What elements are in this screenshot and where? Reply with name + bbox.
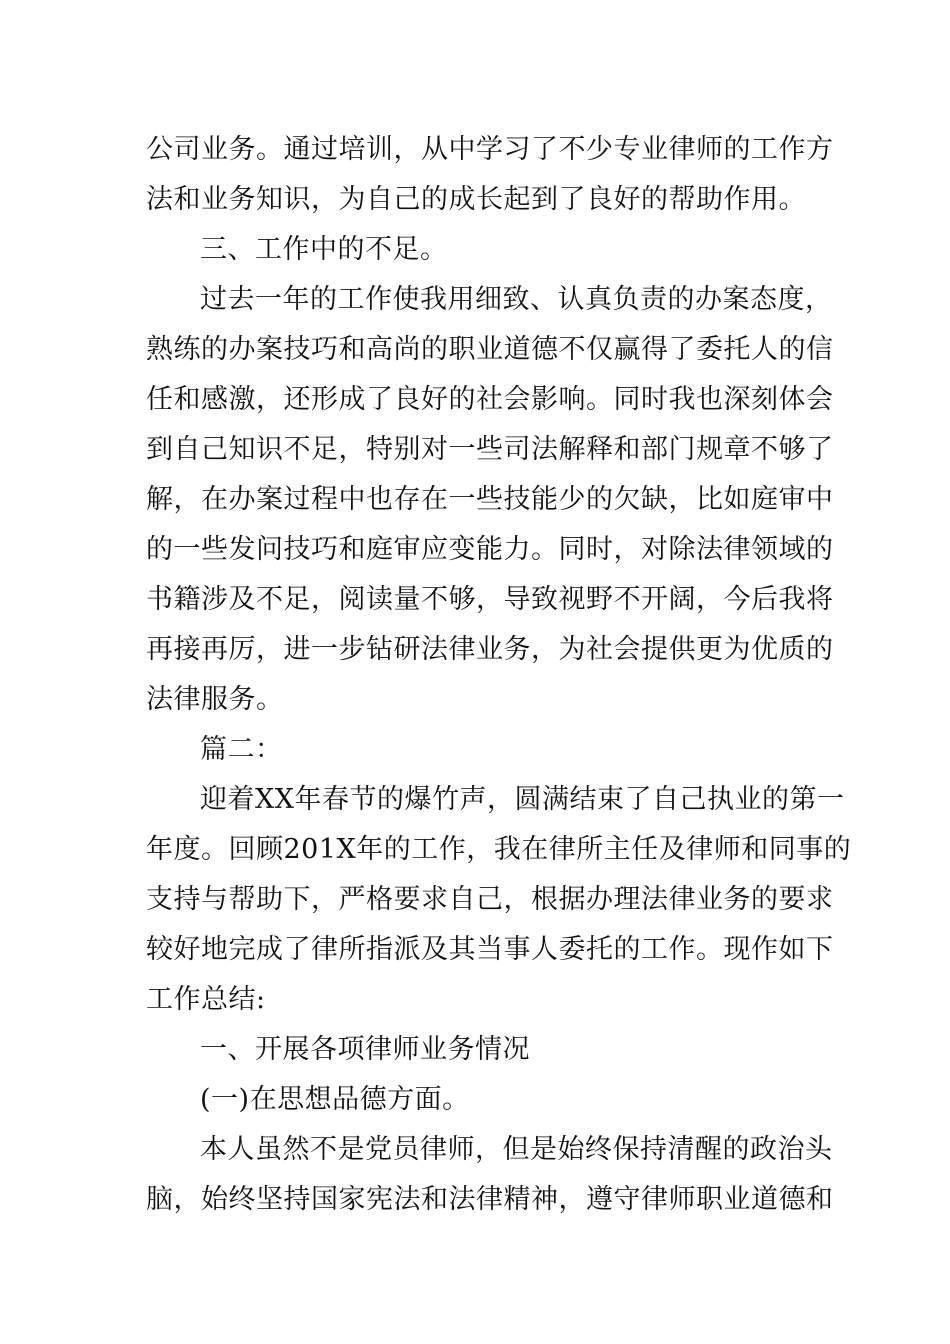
text-line: 法律服务。 (146, 684, 284, 715)
text-line: 脑，始终坚持国家宪法和法律精神，遵守律师职业道德和 (146, 1184, 834, 1215)
section-heading: 三、工作中的不足。 (200, 234, 448, 265)
text-line: 年度。回顾201X年的工作，我在律所主任及律师和同事的 (146, 834, 852, 865)
text-line: 法和业务知识，为自己的成长起到了良好的帮助作用。 (146, 184, 806, 215)
text-line: 解，在办案过程中也存在一些技能少的欠缺，比如庭审中 (146, 484, 834, 515)
section-heading: (一)在思想品德方面。 (200, 1084, 470, 1115)
text-line: 到自己知识不足，特别对一些司法解释和部门规章不够了 (146, 434, 834, 465)
text-line: 较好地完成了律所指派及其当事人委托的工作。现作如下 (146, 934, 834, 965)
text-line: 过去一年的工作使我用细致、认真负责的办案态度， (200, 284, 833, 315)
text-line: 的一些发问技巧和庭审应变能力。同时，对除法律领域的 (146, 534, 834, 565)
text-line: 书籍涉及不足，阅读量不够，导致视野不开阔，今后我将 (146, 584, 834, 615)
text-line: 迎着XX年春节的爆竹声，圆满结束了自己执业的第一 (200, 784, 845, 815)
section-heading: 一、开展各项律师业务情况 (200, 1034, 530, 1065)
text-line: 工作总结: (146, 984, 266, 1015)
text-line: 支持与帮助下，严格要求自己，根据办理法律业务的要求 (146, 884, 834, 915)
text-line: 本人虽然不是党员律师，但是始终保持清醒的政治头 (200, 1134, 833, 1165)
text-line: 熟练的办案技巧和高尚的职业道德不仅赢得了委托人的信 (146, 334, 834, 365)
text-line: 公司业务。通过培训，从中学习了不少专业律师的工作方 (146, 134, 834, 165)
text-line: 再接再厉，进一步钻研法律业务，为社会提供更为优质的 (146, 634, 834, 665)
text-line: 任和感激，还形成了良好的社会影响。同时我也深刻体会 (146, 384, 834, 415)
section-heading: 篇二： (200, 734, 283, 765)
